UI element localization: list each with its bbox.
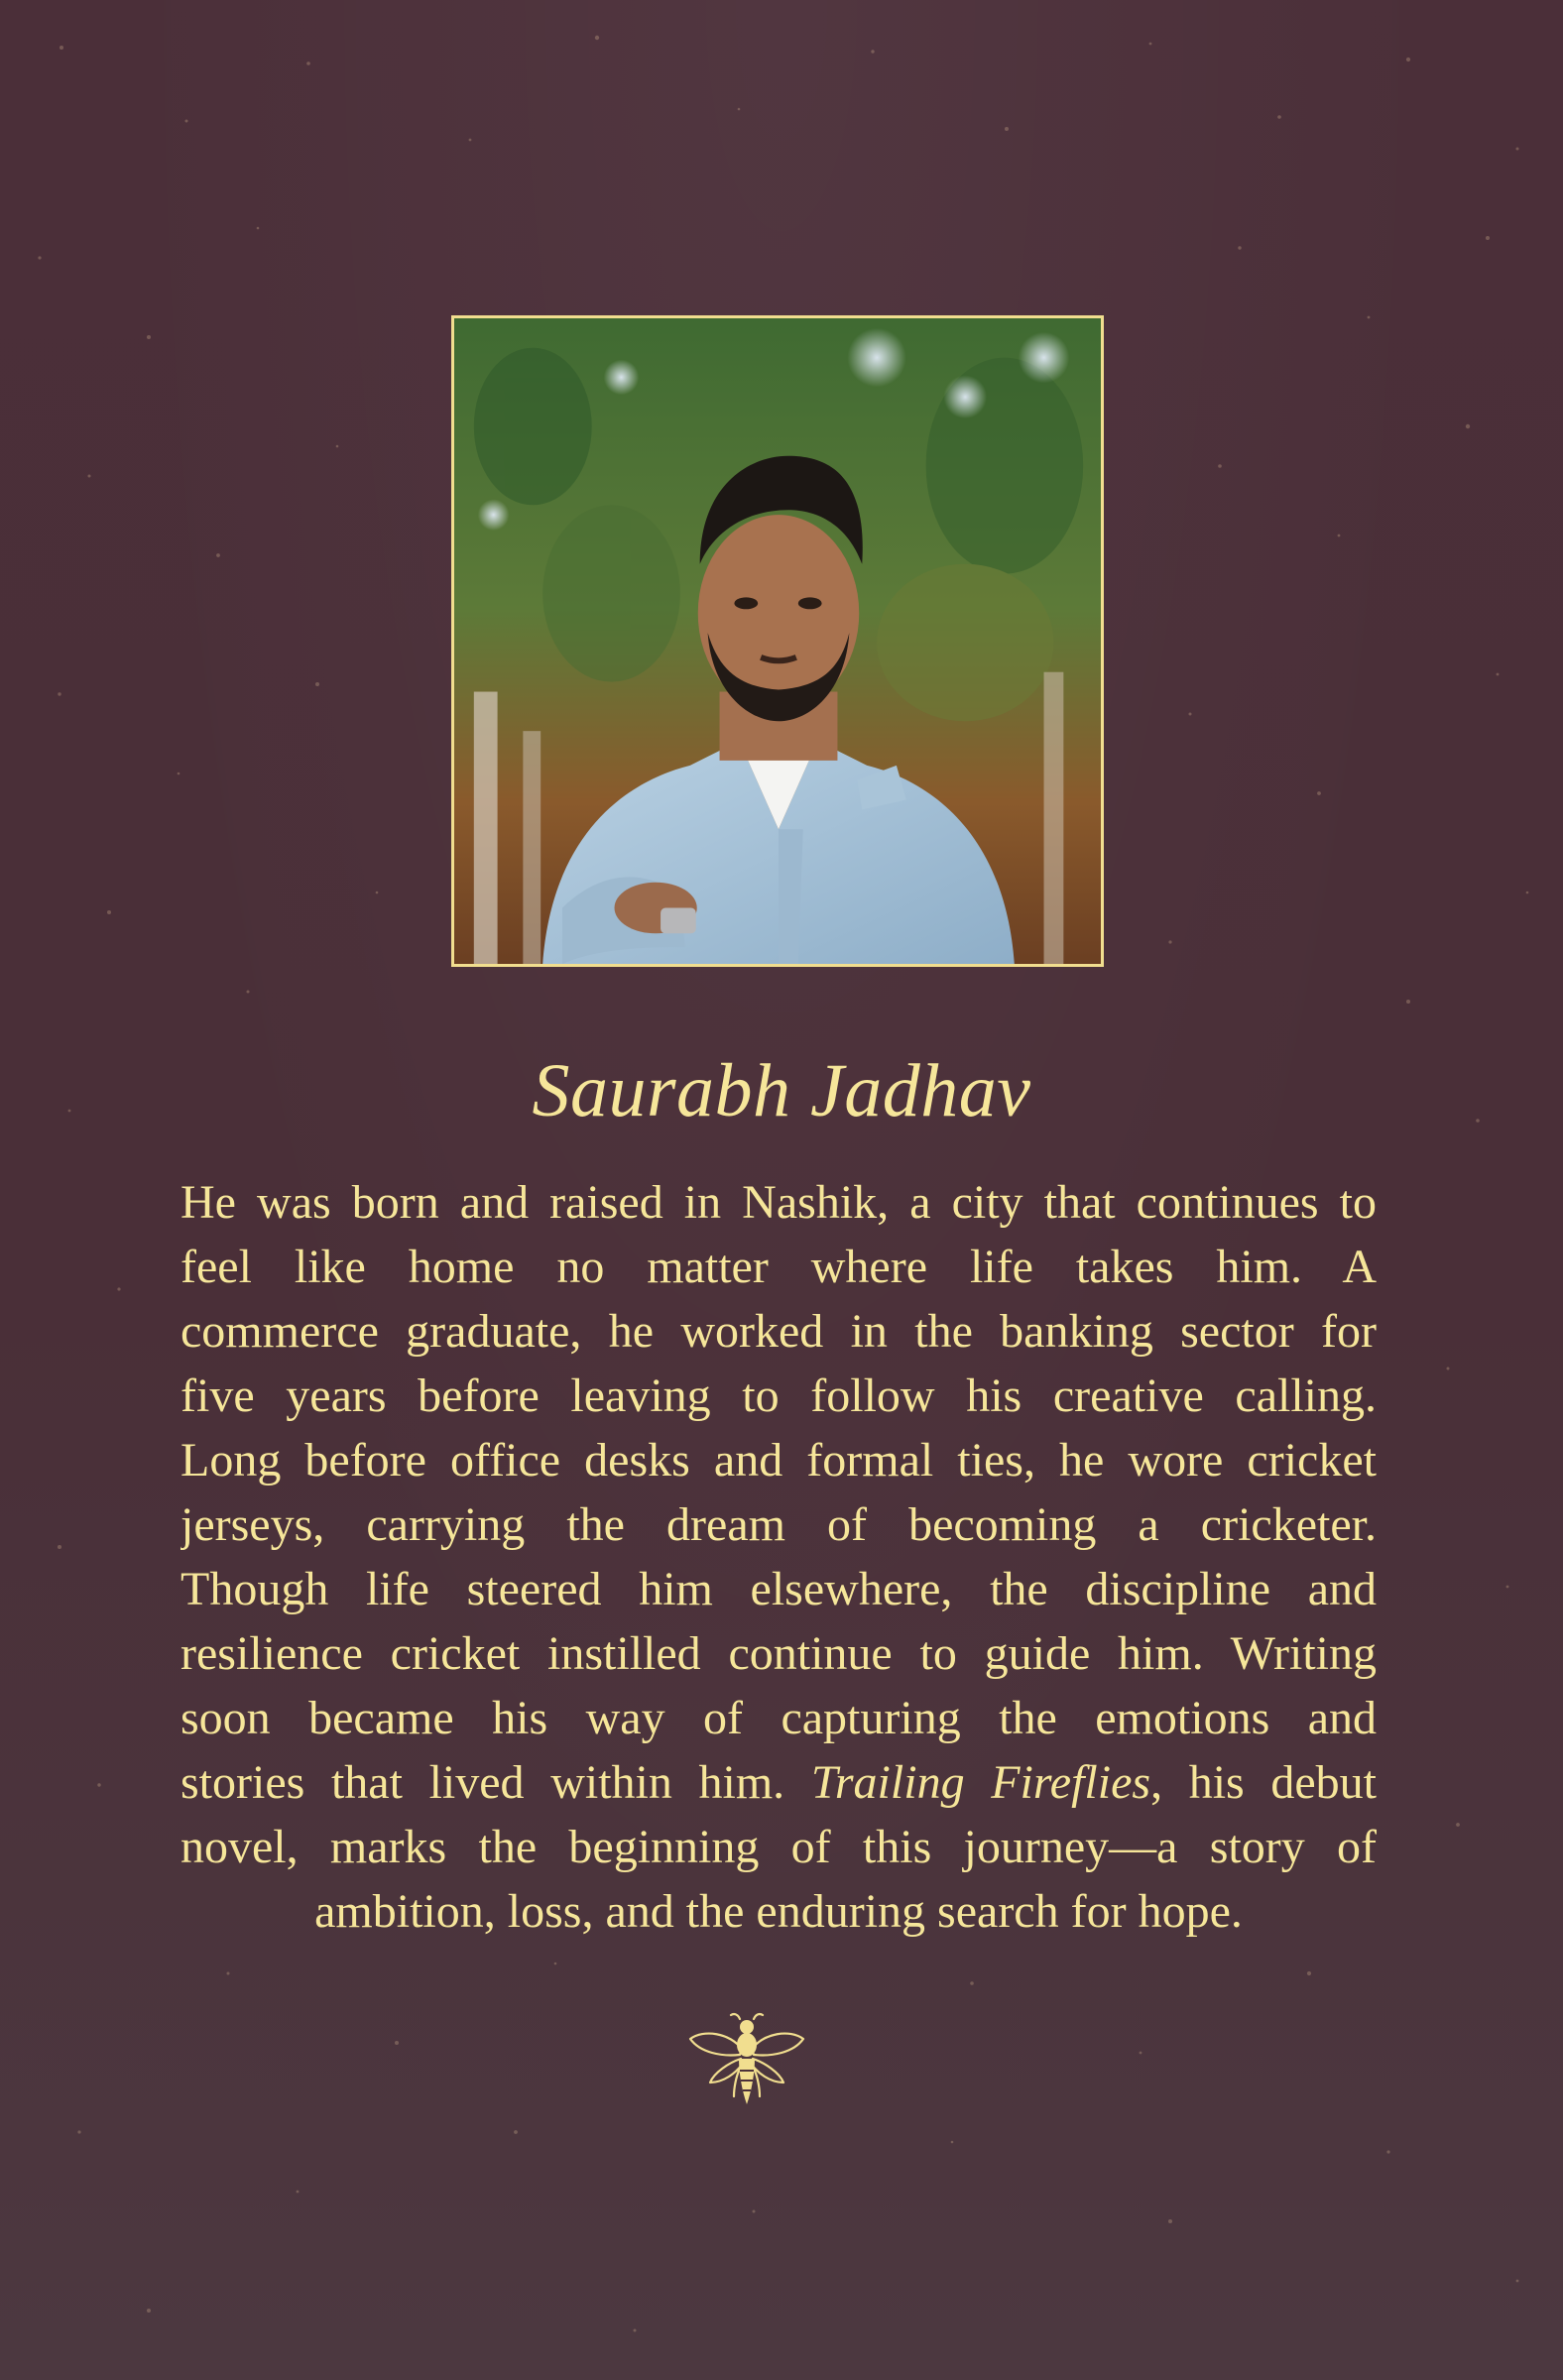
bio-line: feel like home no matter where life takes him. A [180, 1241, 1377, 1293]
bio-line: Though life steered him elsewhere, the discipline and [180, 1563, 1377, 1615]
bio-line: ambition, loss, and the enduring search for hope. [314, 1885, 1243, 1938]
bio-text: , his debut [1150, 1756, 1377, 1809]
author-bio [180, 1170, 1377, 1944]
bio-line: novel, marks the beginning of this journey—a story of [180, 1821, 1377, 1873]
bio-line: jerseys, carrying the dream of becoming a cricketer. [180, 1498, 1377, 1551]
bio-line: resilience cricket instilled continue to guide him. Writing [180, 1627, 1377, 1680]
bio-text: stories that lived within him. [180, 1756, 811, 1809]
bio-line-with-title [180, 1750, 1377, 1815]
bio-line: Long before office desks and formal ties, he wore cricket [180, 1434, 1377, 1487]
bee-icon [684, 2011, 809, 2110]
bio-line: five years before leaving to follow his creative calling. [180, 1369, 1377, 1422]
book-title: Trailing Fireflies [810, 1756, 1151, 1809]
author-portrait [454, 318, 1101, 964]
author-photo [451, 315, 1104, 967]
author-name: Saurabh Jadhav [532, 1049, 1031, 1132]
bio-line: He was born and raised in Nashik, a city that continues to [180, 1176, 1377, 1229]
bio-line: soon became his way of capturing the emotions and [180, 1692, 1377, 1744]
bio-line: commerce graduate, he worked in the banking sector for [180, 1305, 1377, 1358]
